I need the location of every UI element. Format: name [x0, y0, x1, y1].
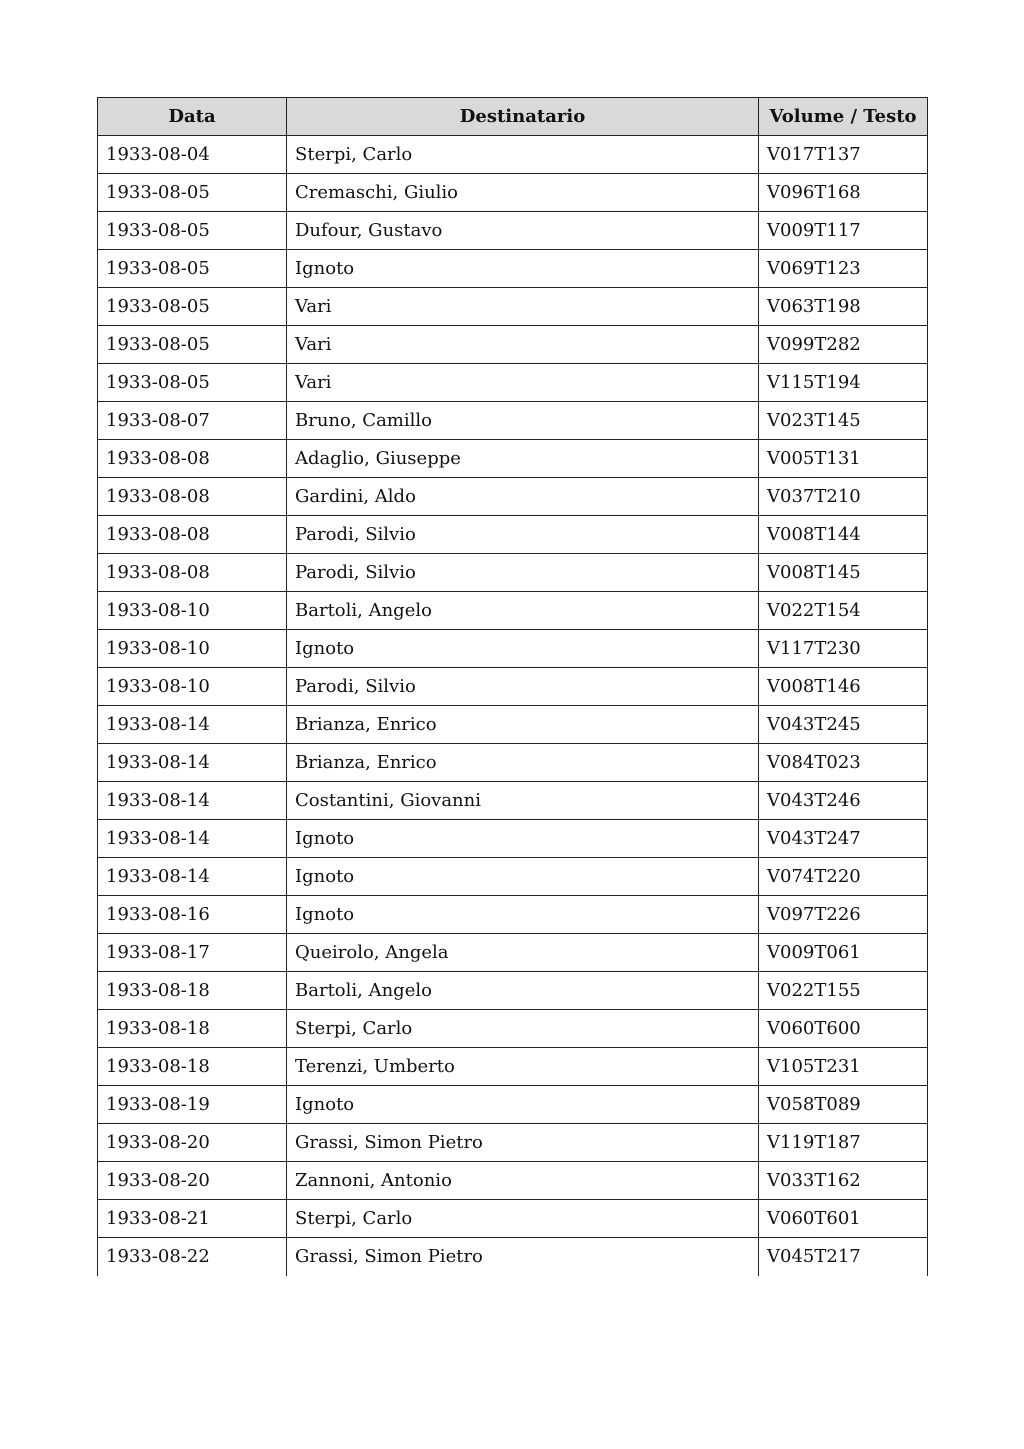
cell-date: 1933-08-07: [98, 402, 287, 440]
cell-volume-text: V009T117: [759, 212, 928, 250]
cell-volume-text: V084T023: [759, 744, 928, 782]
cell-date: 1933-08-14: [98, 782, 287, 820]
cell-date: 1933-08-05: [98, 174, 287, 212]
table-row: [98, 478, 928, 516]
cell-recipient: Costantini, Giovanni: [287, 782, 759, 820]
cell-recipient: Dufour, Gustavo: [287, 212, 759, 250]
cell-recipient: Sterpi, Carlo: [287, 136, 759, 174]
cell-date: 1933-08-10: [98, 592, 287, 630]
table-row: [98, 440, 928, 478]
cell-recipient: Parodi, Silvio: [287, 554, 759, 592]
cell-volume-text: V037T210: [759, 478, 928, 516]
cell-volume-text: V119T187: [759, 1124, 928, 1162]
table-row: [98, 934, 928, 972]
document-page: [97, 97, 927, 1276]
cell-volume-text: V023T145: [759, 402, 928, 440]
cell-recipient: Zannoni, Antonio: [287, 1162, 759, 1200]
cell-date: 1933-08-22: [98, 1238, 287, 1276]
table-row: [98, 1048, 928, 1086]
cell-recipient: Cremaschi, Giulio: [287, 174, 759, 212]
cell-recipient: Bruno, Camillo: [287, 402, 759, 440]
cell-volume-text: V096T168: [759, 174, 928, 212]
cell-date: 1933-08-04: [98, 136, 287, 174]
cell-volume-text: V074T220: [759, 858, 928, 896]
cell-volume-text: V005T131: [759, 440, 928, 478]
header-date: Data: [98, 98, 287, 136]
header-row: [98, 98, 928, 136]
cell-recipient: Bartoli, Angelo: [287, 592, 759, 630]
table-row: [98, 402, 928, 440]
table-row: [98, 744, 928, 782]
table-row: [98, 972, 928, 1010]
cell-recipient: Ignoto: [287, 858, 759, 896]
table-body: [98, 136, 928, 1276]
cell-date: 1933-08-17: [98, 934, 287, 972]
cell-date: 1933-08-08: [98, 478, 287, 516]
cell-date: 1933-08-05: [98, 288, 287, 326]
cell-recipient: Sterpi, Carlo: [287, 1010, 759, 1048]
cell-recipient: Vari: [287, 326, 759, 364]
table-row: [98, 136, 928, 174]
table-row: [98, 250, 928, 288]
table-row: [98, 592, 928, 630]
cell-date: 1933-08-18: [98, 1010, 287, 1048]
table-row: [98, 668, 928, 706]
cell-recipient: Adaglio, Giuseppe: [287, 440, 759, 478]
table-row: [98, 1200, 928, 1238]
cell-volume-text: V117T230: [759, 630, 928, 668]
cell-volume-text: V115T194: [759, 364, 928, 402]
cell-recipient: Parodi, Silvio: [287, 516, 759, 554]
cell-recipient: Ignoto: [287, 250, 759, 288]
cell-date: 1933-08-21: [98, 1200, 287, 1238]
cell-volume-text: V060T600: [759, 1010, 928, 1048]
table-row: [98, 516, 928, 554]
table-row: [98, 326, 928, 364]
cell-volume-text: V017T137: [759, 136, 928, 174]
header-volume-text: Volume / Testo: [759, 98, 928, 136]
correspondence-table: [97, 97, 928, 1276]
table-row: [98, 1162, 928, 1200]
cell-recipient: Vari: [287, 288, 759, 326]
cell-date: 1933-08-10: [98, 668, 287, 706]
cell-recipient: Gardini, Aldo: [287, 478, 759, 516]
cell-volume-text: V043T245: [759, 706, 928, 744]
cell-recipient: Brianza, Enrico: [287, 706, 759, 744]
cell-recipient: Terenzi, Umberto: [287, 1048, 759, 1086]
table-row: [98, 1086, 928, 1124]
cell-recipient: Grassi, Simon Pietro: [287, 1238, 759, 1276]
cell-date: 1933-08-20: [98, 1124, 287, 1162]
cell-date: 1933-08-05: [98, 212, 287, 250]
table-row: [98, 288, 928, 326]
cell-volume-text: V008T146: [759, 668, 928, 706]
table-row: [98, 364, 928, 402]
table-row: [98, 858, 928, 896]
cell-date: 1933-08-14: [98, 858, 287, 896]
cell-recipient: Grassi, Simon Pietro: [287, 1124, 759, 1162]
cell-date: 1933-08-14: [98, 744, 287, 782]
cell-recipient: Vari: [287, 364, 759, 402]
table-row: [98, 820, 928, 858]
cell-recipient: Ignoto: [287, 820, 759, 858]
table-row: [98, 630, 928, 668]
cell-date: 1933-08-20: [98, 1162, 287, 1200]
table-row: [98, 706, 928, 744]
cell-volume-text: V008T144: [759, 516, 928, 554]
cell-recipient: Ignoto: [287, 630, 759, 668]
table-row: [98, 1010, 928, 1048]
cell-date: 1933-08-08: [98, 554, 287, 592]
cell-date: 1933-08-08: [98, 516, 287, 554]
table-row: [98, 896, 928, 934]
cell-date: 1933-08-05: [98, 250, 287, 288]
cell-date: 1933-08-14: [98, 706, 287, 744]
cell-date: 1933-08-14: [98, 820, 287, 858]
cell-recipient: Brianza, Enrico: [287, 744, 759, 782]
cell-volume-text: V043T247: [759, 820, 928, 858]
cell-volume-text: V105T231: [759, 1048, 928, 1086]
cell-date: 1933-08-18: [98, 1048, 287, 1086]
cell-volume-text: V009T061: [759, 934, 928, 972]
cell-volume-text: V063T198: [759, 288, 928, 326]
cell-volume-text: V022T154: [759, 592, 928, 630]
cell-date: 1933-08-19: [98, 1086, 287, 1124]
cell-date: 1933-08-18: [98, 972, 287, 1010]
table-row: [98, 554, 928, 592]
cell-volume-text: V097T226: [759, 896, 928, 934]
table-row: [98, 212, 928, 250]
cell-volume-text: V069T123: [759, 250, 928, 288]
cell-volume-text: V045T217: [759, 1238, 928, 1276]
cell-volume-text: V058T089: [759, 1086, 928, 1124]
cell-recipient: Ignoto: [287, 1086, 759, 1124]
header-recipient: Destinatario: [287, 98, 759, 136]
cell-recipient: Parodi, Silvio: [287, 668, 759, 706]
cell-date: 1933-08-16: [98, 896, 287, 934]
table-row: [98, 1238, 928, 1276]
cell-volume-text: V022T155: [759, 972, 928, 1010]
cell-recipient: Sterpi, Carlo: [287, 1200, 759, 1238]
table-row: [98, 174, 928, 212]
cell-date: 1933-08-05: [98, 326, 287, 364]
cell-volume-text: V060T601: [759, 1200, 928, 1238]
cell-recipient: Ignoto: [287, 896, 759, 934]
table-header: [98, 98, 928, 136]
cell-recipient: Bartoli, Angelo: [287, 972, 759, 1010]
cell-date: 1933-08-05: [98, 364, 287, 402]
cell-volume-text: V033T162: [759, 1162, 928, 1200]
cell-volume-text: V043T246: [759, 782, 928, 820]
table-row: [98, 782, 928, 820]
cell-volume-text: V008T145: [759, 554, 928, 592]
table-row: [98, 1124, 928, 1162]
cell-date: 1933-08-10: [98, 630, 287, 668]
cell-date: 1933-08-08: [98, 440, 287, 478]
cell-recipient: Queirolo, Angela: [287, 934, 759, 972]
cell-volume-text: V099T282: [759, 326, 928, 364]
